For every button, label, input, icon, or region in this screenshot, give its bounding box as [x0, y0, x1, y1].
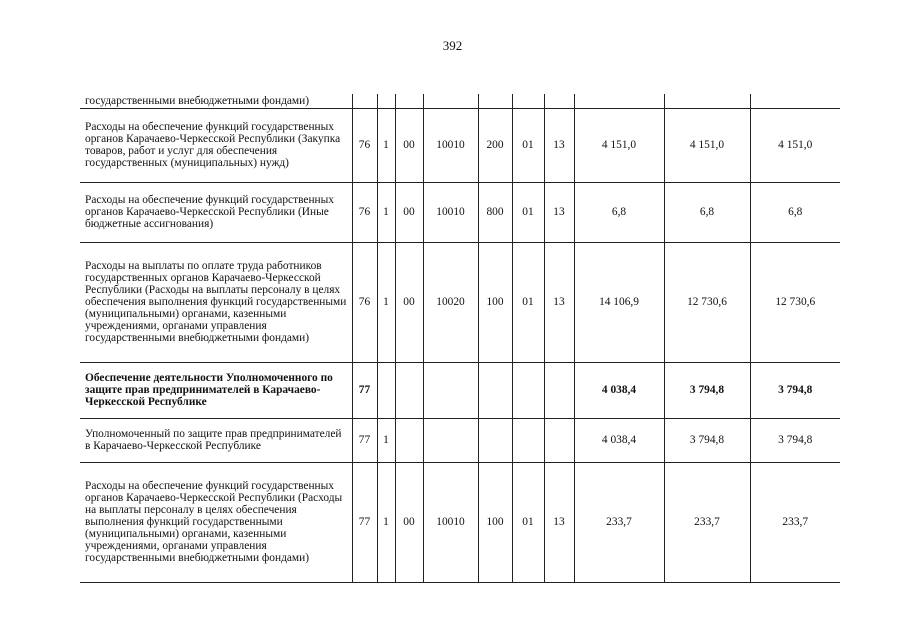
amount-year1-cell: 4 151,0: [574, 108, 664, 182]
expense-name-cell: Расходы на обеспечение функций государственных органов Карачаево-Черкесской Республики (Расходы на выплаты персоналу в целях обеспечения выполнения функций государственными (муниципальными) органами, казенными учреждениями, органами управления государственными внебюджетными фондами): [80, 462, 352, 582]
amount-year3-cell: 12 730,6: [750, 242, 840, 362]
section-code-cell: [512, 362, 544, 418]
expense-name-cell: Расходы на обеспечение функций государственных органов Карачаево-Черкесской Республики (Иные бюджетные ассигнования): [80, 182, 352, 242]
direction-code-cell: 10010: [423, 182, 478, 242]
page-number: 392: [442, 38, 463, 53]
expense-name-cell: Обеспечение деятельности Уполномоченного по защите прав предпринимателей в Карачаево-Черкесской Республике: [80, 362, 352, 418]
direction-code-cell: 10010: [423, 462, 478, 582]
expense-type-cell: 100: [478, 242, 512, 362]
subprogram-code-cell: 00: [395, 462, 423, 582]
program-code-cell: 1: [377, 462, 395, 582]
amount-year3-cell: 4 151,0: [750, 108, 840, 182]
subprogram-code-cell: 00: [395, 242, 423, 362]
program-code-cell: 1: [377, 108, 395, 182]
subsection-code-cell: 13: [544, 108, 574, 182]
direction-code-cell: 10020: [423, 242, 478, 362]
ministry-code-cell: 76: [352, 242, 377, 362]
amount-year1-cell: 4 038,4: [574, 418, 664, 462]
expense-type-cell: [478, 418, 512, 462]
program-code-cell: 1: [377, 182, 395, 242]
program-code-cell: 1: [377, 242, 395, 362]
amount-year3-cell: 3 794,8: [750, 418, 840, 462]
ministry-code-cell: 77: [352, 462, 377, 582]
subsection-code-cell: [544, 362, 574, 418]
program-code-cell: [377, 94, 395, 108]
ministry-code-cell: 76: [352, 108, 377, 182]
expense-type-cell: [478, 362, 512, 418]
amount-year3-cell: 233,7: [750, 462, 840, 582]
expense-type-cell: [478, 94, 512, 108]
subsection-code-cell: 13: [544, 182, 574, 242]
amount-year2-cell: 3 794,8: [664, 362, 750, 418]
table-row: [80, 94, 840, 108]
subsection-code-cell: 13: [544, 462, 574, 582]
ministry-code-cell: 77: [352, 418, 377, 462]
amount-year1-cell: 14 106,9: [574, 242, 664, 362]
amount-year1-cell: [574, 94, 664, 108]
amount-year1-cell: 6,8: [574, 182, 664, 242]
program-code-cell: 1: [377, 418, 395, 462]
section-code-cell: 01: [512, 108, 544, 182]
table-row: [80, 108, 840, 182]
amount-year1-cell: 233,7: [574, 462, 664, 582]
direction-code-cell: [423, 362, 478, 418]
table-row: [80, 462, 840, 582]
amount-year3-cell: 3 794,8: [750, 362, 840, 418]
subprogram-code-cell: [395, 362, 423, 418]
subsection-code-cell: [544, 418, 574, 462]
table-row: [80, 418, 840, 462]
expense-name-cell: Уполномоченный по защите прав предпринимателей в Карачаево-Черкесской Республике: [80, 418, 352, 462]
expense-name-cell: государственными внебюджетными фондами): [80, 94, 352, 108]
ministry-code-cell: [352, 94, 377, 108]
amount-year2-cell: 12 730,6: [664, 242, 750, 362]
amount-year3-cell: [750, 94, 840, 108]
section-code-cell: 01: [512, 462, 544, 582]
section-code-cell: [512, 94, 544, 108]
table-row: [80, 182, 840, 242]
table-row: [80, 242, 840, 362]
direction-code-cell: [423, 418, 478, 462]
expense-name-cell: Расходы на обеспечение функций государственных органов Карачаево-Черкесской Республики (Закупка товаров, работ и услуг для обеспечения государственных (муниципальных) нужд): [80, 108, 352, 182]
expense-type-cell: 100: [478, 462, 512, 582]
amount-year2-cell: 233,7: [664, 462, 750, 582]
ministry-code-cell: 76: [352, 182, 377, 242]
ministry-code-cell: 77: [352, 362, 377, 418]
subsection-code-cell: [544, 94, 574, 108]
section-code-cell: 01: [512, 182, 544, 242]
amount-year2-cell: 6,8: [664, 182, 750, 242]
table-body: [80, 94, 840, 582]
expense-type-cell: 200: [478, 108, 512, 182]
table-row: [80, 362, 840, 418]
expense-name-cell: Расходы на выплаты по оплате труда работников государственных органов Карачаево-Черкесской Республики (Расходы на выплаты персоналу в целях обеспечения выполнения функций государственными (муниципальными) органами, казенными учреждениями, органами управления государственными внебюджетными фондами): [80, 242, 352, 362]
direction-code-cell: [423, 94, 478, 108]
subprogram-code-cell: 00: [395, 108, 423, 182]
section-code-cell: [512, 418, 544, 462]
subsection-code-cell: 13: [544, 242, 574, 362]
program-code-cell: [377, 362, 395, 418]
amount-year1-cell: 4 038,4: [574, 362, 664, 418]
section-code-cell: 01: [512, 242, 544, 362]
amount-year2-cell: [664, 94, 750, 108]
amount-year3-cell: 6,8: [750, 182, 840, 242]
subprogram-code-cell: 00: [395, 182, 423, 242]
budget-table: [80, 94, 840, 583]
amount-year2-cell: 4 151,0: [664, 108, 750, 182]
subprogram-code-cell: [395, 94, 423, 108]
subprogram-code-cell: [395, 418, 423, 462]
amount-year2-cell: 3 794,8: [664, 418, 750, 462]
expense-type-cell: 800: [478, 182, 512, 242]
direction-code-cell: 10010: [423, 108, 478, 182]
